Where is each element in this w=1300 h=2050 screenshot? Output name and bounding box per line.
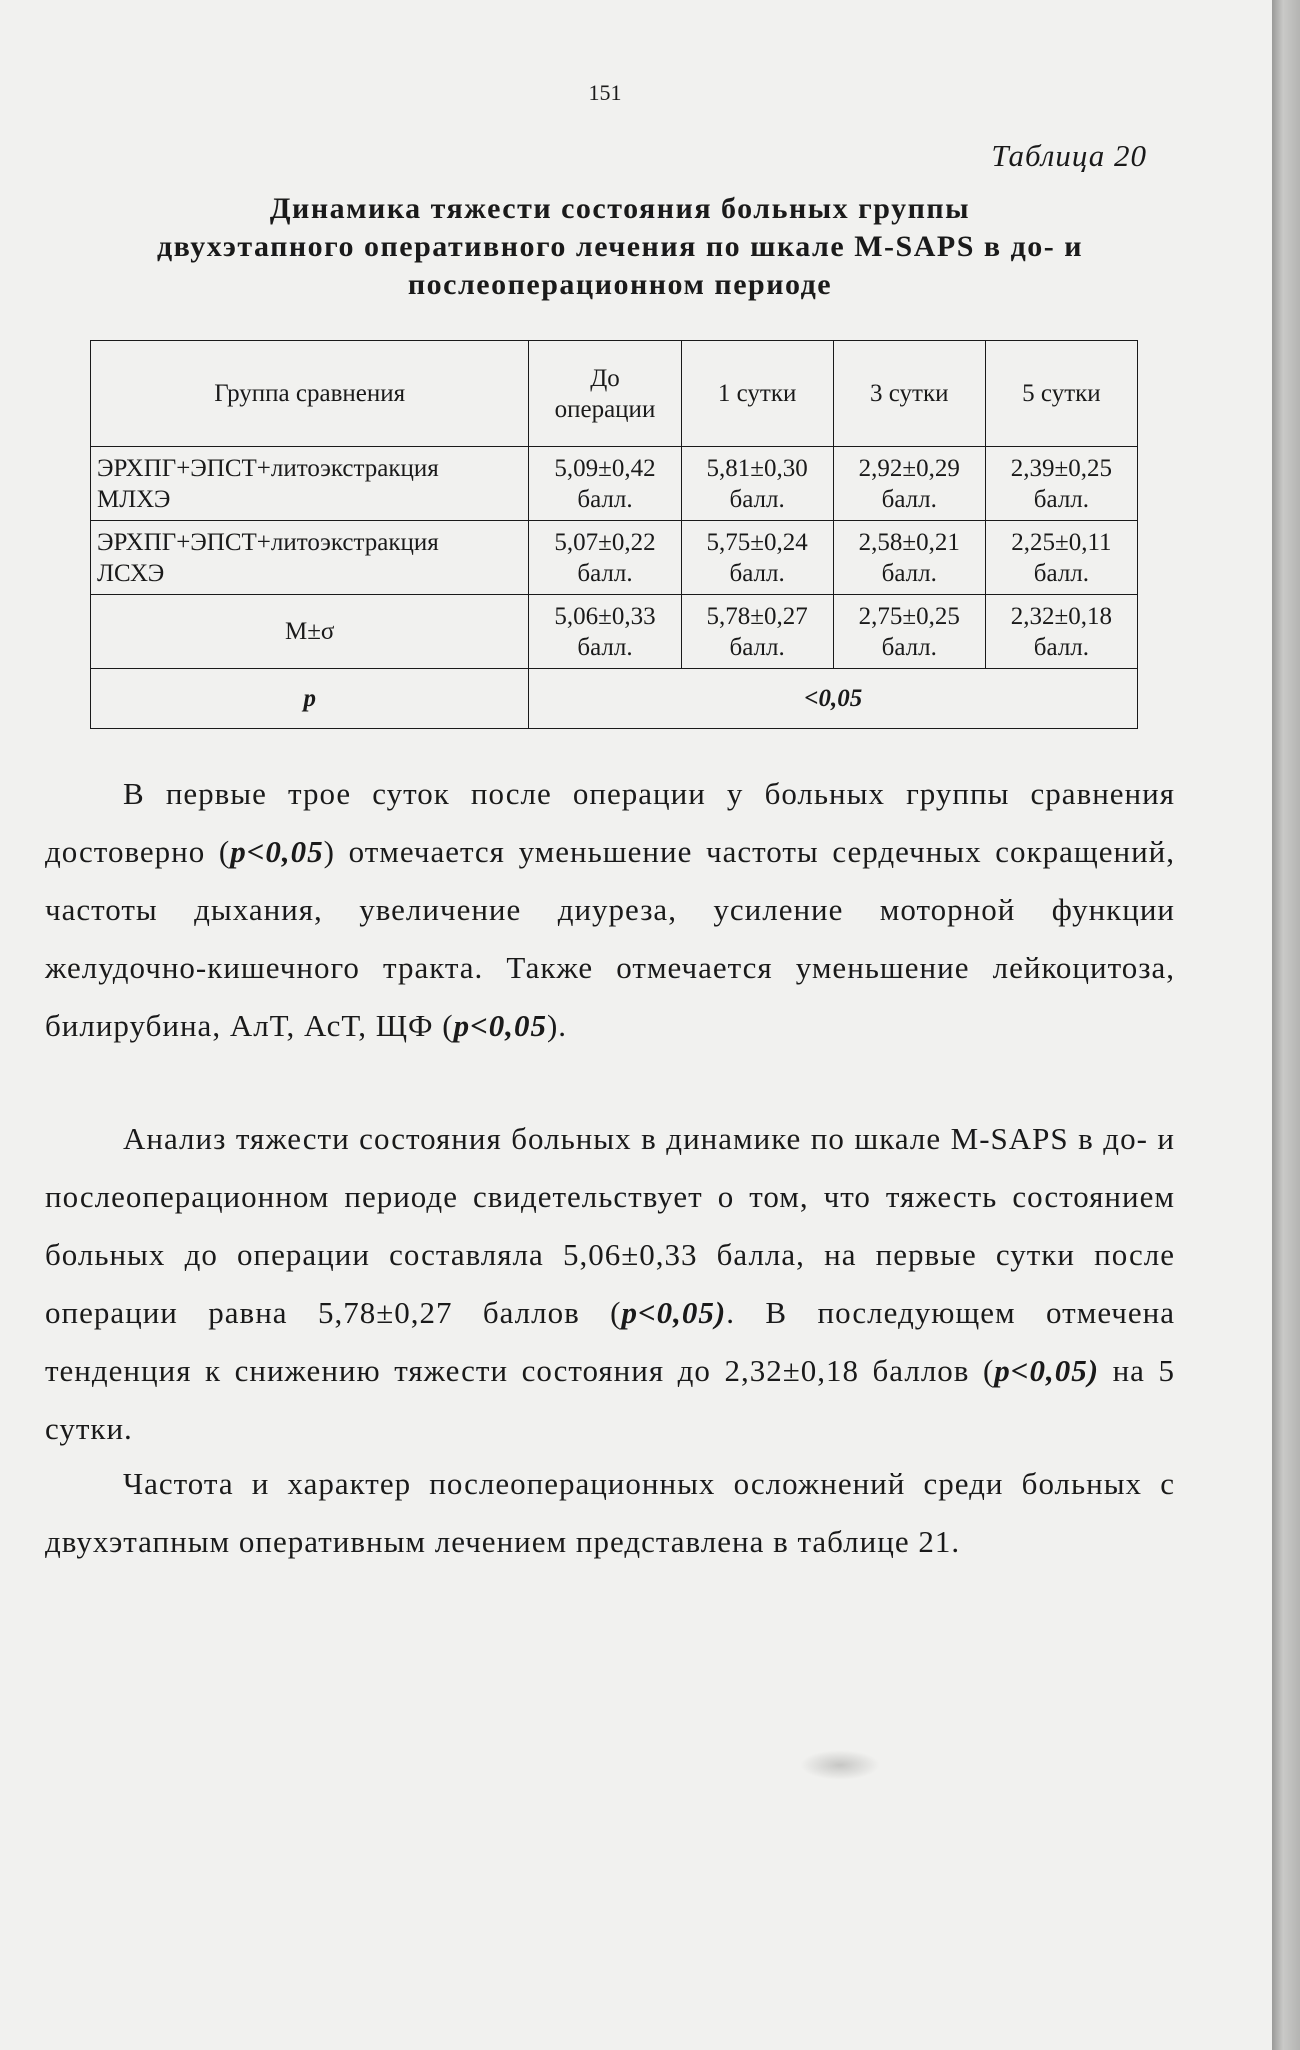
cell-day5: [985, 447, 1137, 521]
text-span: ) отмечается уменьшение частоты сердечных сокращений, частоты дыхания, увеличение диуреза, усиление моторной функции желудочно-кишечного тракта. Также отмечается уменьшение лейкоцитоза, билирубина, АлТ, АсТ, ЩФ (: [45, 834, 1175, 1043]
cell-before: [529, 447, 681, 521]
cell-value: 5,75±0,24: [706, 528, 808, 556]
cell-unit: балл.: [881, 485, 937, 513]
p-value-inline: p<0,05: [230, 834, 324, 869]
page-number: 151: [588, 80, 622, 105]
p-value: <0,05: [529, 669, 1138, 729]
mean-label: M±σ: [284, 618, 335, 645]
cell-day3: [833, 521, 985, 595]
cell-value: 2,25±0,11: [1011, 528, 1112, 556]
header-day5: 5 сутки: [985, 341, 1137, 447]
cell-value: 2,75±0,25: [858, 602, 960, 630]
cell-unit: балл.: [881, 633, 937, 661]
page-edge-shadow: [1272, 0, 1300, 2050]
cell-unit: балл.: [729, 485, 785, 513]
table-label: Таблица 20: [991, 138, 1147, 173]
paragraph-2: [45, 1110, 1175, 1458]
text-span: ).: [546, 1008, 568, 1043]
text-span: В первые трое суток после операции у больных группы сравнения достоверно (: [45, 776, 1175, 869]
cell-unit: балл.: [729, 559, 785, 587]
cell-unit: балл.: [1033, 485, 1090, 513]
p-value-inline: p<0,05): [994, 1353, 1100, 1388]
row-group: [91, 447, 529, 521]
cell-day5: [985, 521, 1137, 595]
cell-day3: [833, 447, 985, 521]
header-before-line: До: [590, 364, 620, 392]
cell-day3: [833, 595, 985, 669]
cell-value: 2,39±0,25: [1010, 454, 1113, 482]
cell-value: 5,06±0,33: [554, 602, 656, 630]
text-span: . В последующем отмечена тенденция к снижению тяжести состояния до 2,32±0,18 баллов (: [45, 1295, 1176, 1388]
table-title-line: двухэтапного оперативного лечения по шкале M-SAPS в до- и: [156, 230, 1084, 263]
table-title-line: послеоперационном периоде: [407, 268, 833, 301]
paragraph-1: [45, 765, 1175, 1055]
text-span: на 5 сутки.: [45, 1353, 1175, 1446]
cell-unit: балл.: [577, 559, 633, 587]
cell-value: 2,58±0,21: [858, 528, 960, 556]
cell-day1: [681, 595, 833, 669]
cell-before: [529, 521, 681, 595]
msaps-table: [90, 340, 1138, 729]
table-row-p: [91, 669, 1138, 729]
table-row: [91, 521, 1138, 595]
row-group: [91, 521, 529, 595]
row-group-line: ЭРХПГ+ЭПСТ+литоэкстракция: [97, 528, 439, 556]
cell-value: 5,09±0,42: [554, 454, 656, 482]
row-group-mean: [91, 595, 529, 669]
cell-unit: балл.: [1033, 559, 1090, 587]
cell-unit: балл.: [577, 485, 633, 513]
table-header-row: [91, 341, 1138, 447]
p-value-inline: p<0,05: [453, 1008, 547, 1043]
cell-before: [529, 595, 681, 669]
text-span: Анализ тяжести состояния больных в динамике по шкале M-SAPS в до- и послеоперационном периоде свидетельствует о том, что тяжесть состоянием больных до операции составляла 5,06±0,33 балла, на первые сутки после операции равна 5,78±0,27 баллов (: [45, 1121, 1175, 1330]
cell-unit: балл.: [1033, 633, 1090, 661]
header-before-line: операции: [554, 395, 656, 423]
scan-smudge: [800, 1750, 880, 1780]
cell-value: 2,32±0,18: [1010, 602, 1113, 630]
cell-day5: [985, 595, 1137, 669]
paragraph-3: [45, 1455, 1175, 1571]
text-span: Частота и характер послеоперационных осложнений среди больных с двухэтапным оперативным лечением представлена в таблице 21.: [45, 1466, 1175, 1559]
cell-value: 5,78±0,27: [706, 602, 808, 630]
table-row-mean: [91, 595, 1138, 669]
header-group: Группа сравнения: [91, 341, 529, 447]
table-title-line: Динамика тяжести состояния больных группы: [269, 192, 971, 225]
header-day1: 1 сутки: [681, 341, 833, 447]
p-value-inline: p<0,05): [621, 1295, 727, 1330]
cell-unit: балл.: [577, 633, 633, 661]
cell-day1: [681, 521, 833, 595]
header-before: [529, 341, 681, 447]
row-group-line: ЛСХЭ: [97, 559, 165, 587]
row-group-line: МЛХЭ: [97, 485, 171, 513]
row-group-line: ЭРХПГ+ЭПСТ+литоэкстракция: [97, 454, 439, 482]
table-title: [40, 190, 1200, 304]
cell-day1: [681, 447, 833, 521]
table-row: [91, 447, 1138, 521]
cell-unit: балл.: [881, 559, 937, 587]
cell-unit: балл.: [729, 633, 785, 661]
header-day3: 3 сутки: [833, 341, 985, 447]
cell-value: 5,81±0,30: [706, 454, 808, 482]
cell-value: 2,92±0,29: [858, 454, 960, 482]
p-label: p: [91, 669, 529, 729]
cell-value: 5,07±0,22: [554, 528, 656, 556]
